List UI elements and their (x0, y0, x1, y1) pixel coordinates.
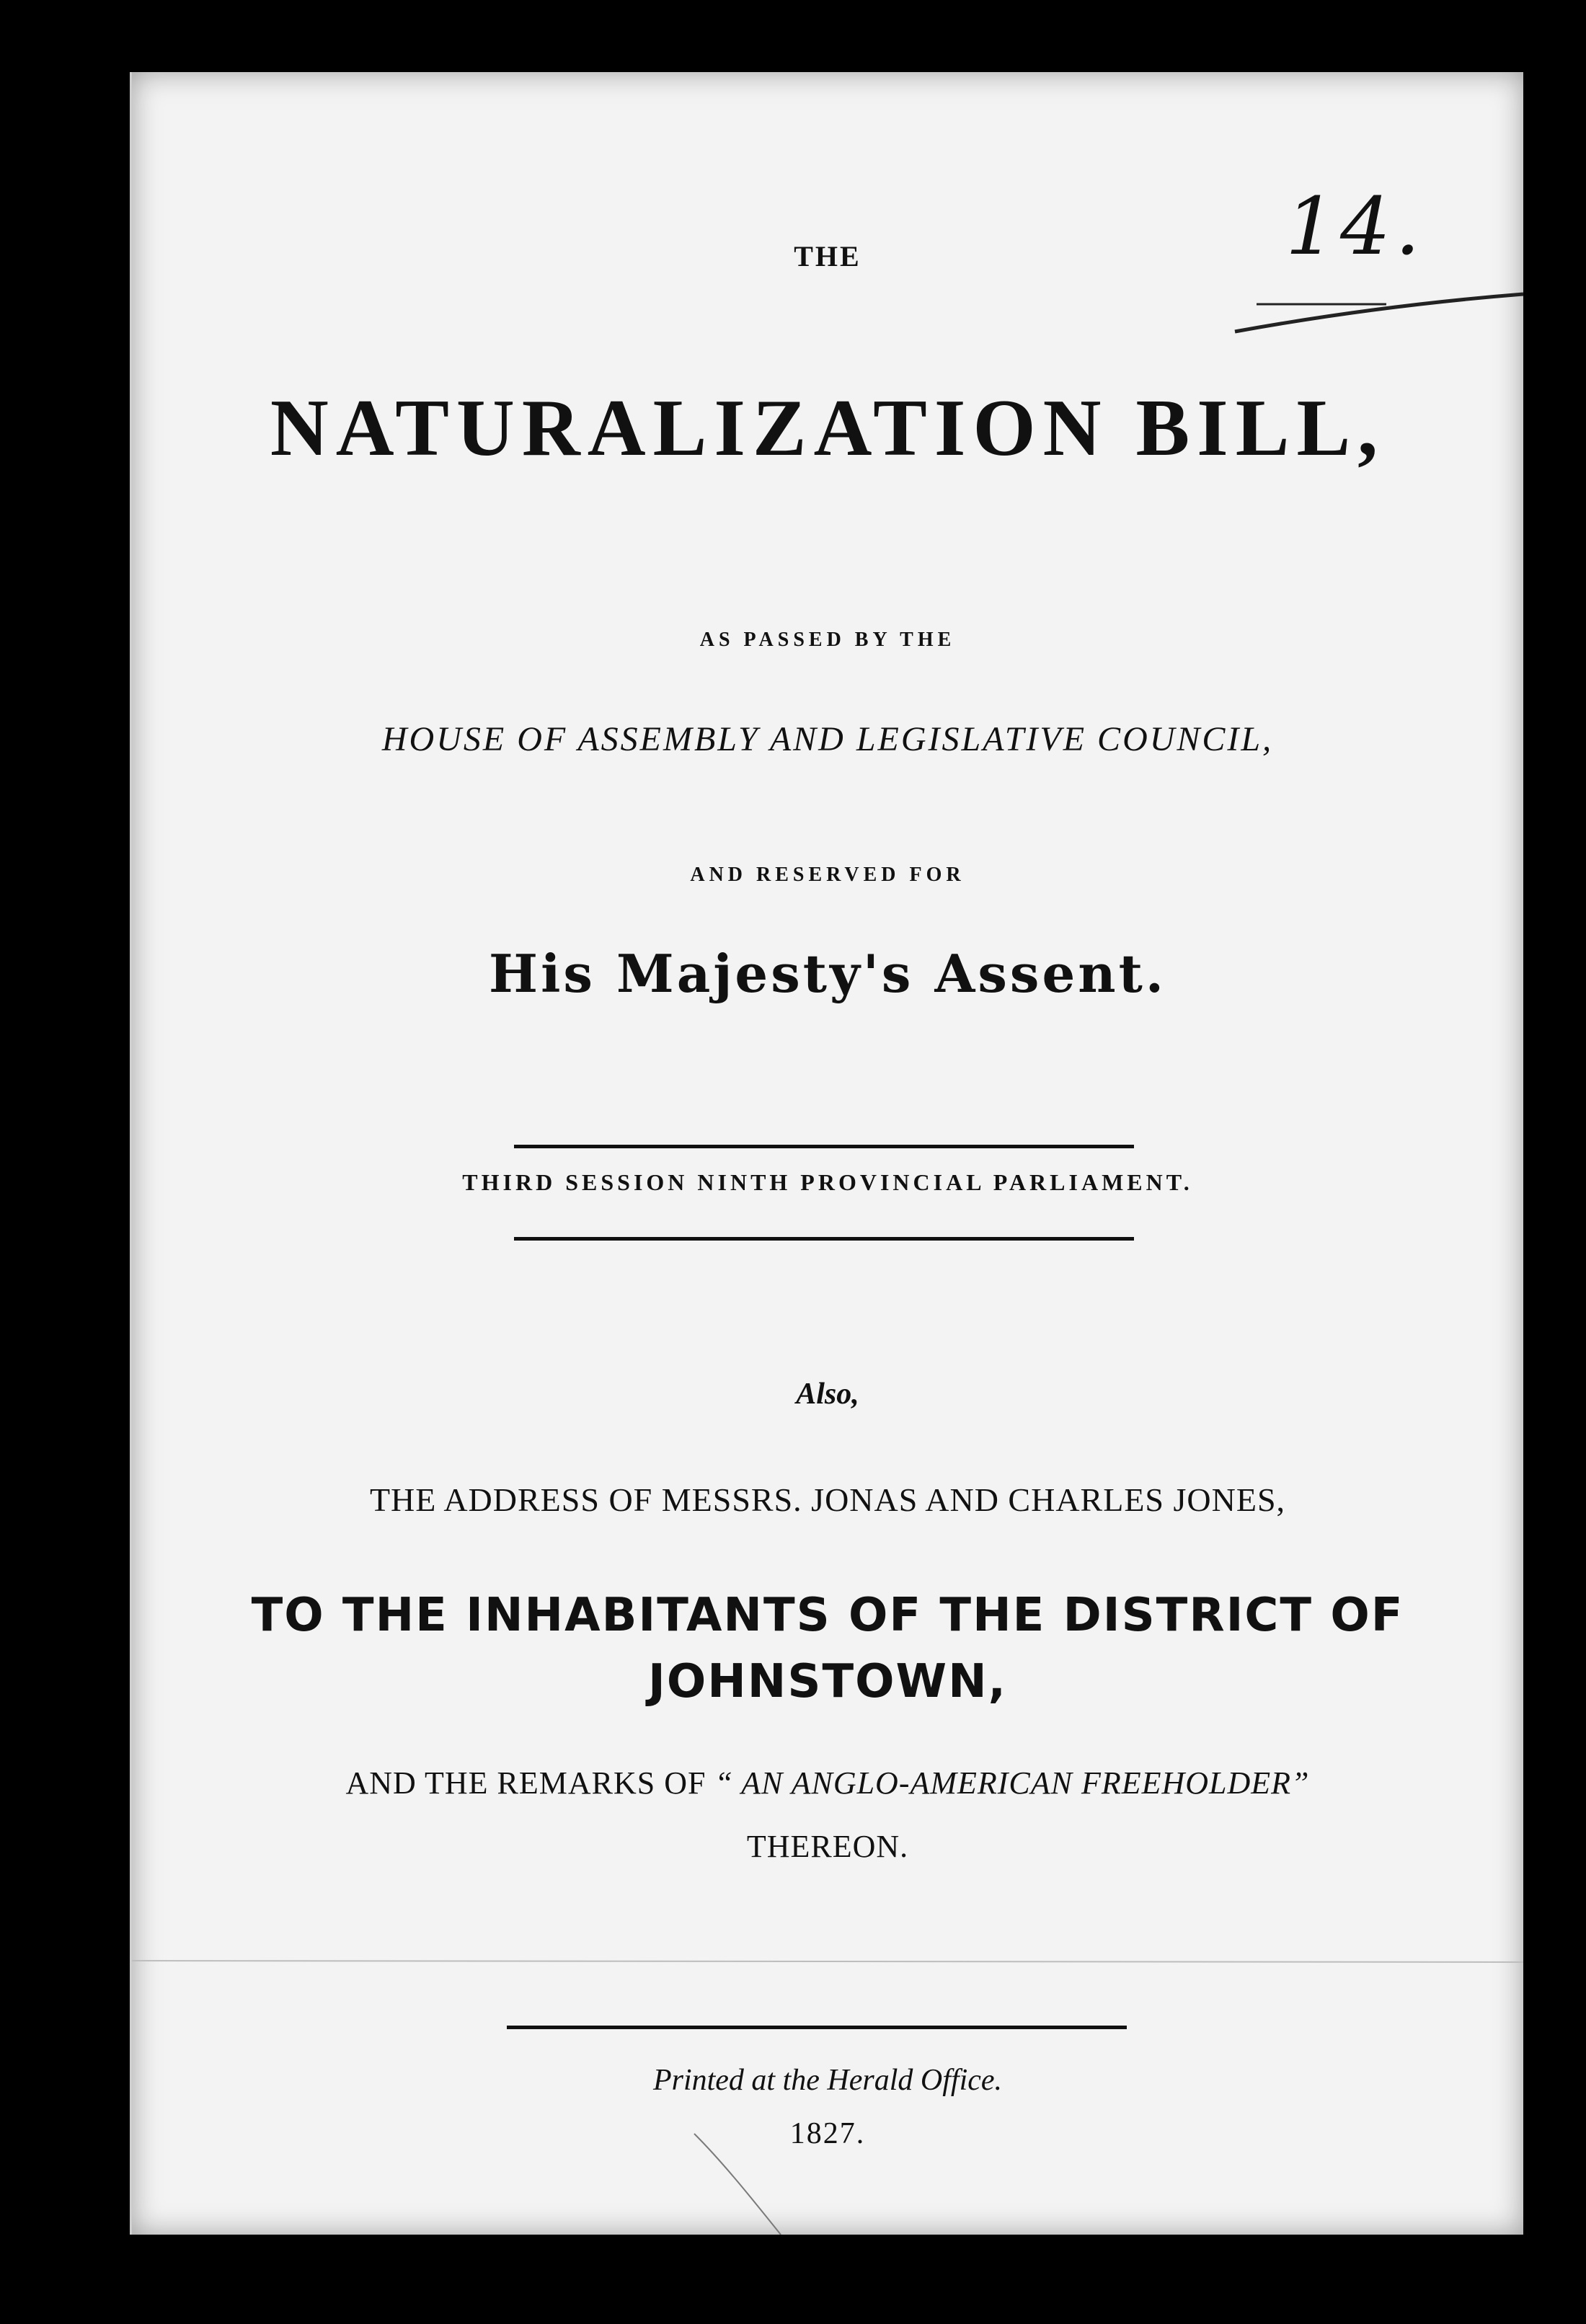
imprint-printer: Printed at the Herald Office. (652, 2064, 1003, 2097)
session-line: THIRD SESSION NINTH PROVINCIAL PARLIAMENT. (462, 1169, 1193, 1195)
imprint-year: 1827. (789, 2117, 866, 2150)
legislature-line: HOUSE OF ASSEMBLY AND LEGISLATIVE COUNCIL, (381, 720, 1274, 758)
inhabitants-line-1: TO THE INHABITANTS OF THE DISTRICT OF (251, 1589, 1404, 1642)
imprint-rule (507, 2026, 1127, 2029)
assent-line: His Majesty's Assent. (489, 943, 1166, 1004)
address-line: THE ADDRESS OF MESSRS. JONAS AND CHARLES JONES, (369, 1481, 1286, 1518)
reserved-for-line: AND RESERVED FOR (690, 864, 965, 886)
remarks-quote: “ AN ANGLO-AMERICAN FREEHOLDER” (714, 1765, 1310, 1801)
divider-rule-top (514, 1145, 1134, 1148)
also-line: Also, (796, 1378, 859, 1411)
title-page (130, 72, 1523, 2235)
remarks-prefix: AND THE REMARKS OF (345, 1765, 706, 1801)
heading-the: THE (794, 240, 861, 272)
passed-by-line: AS PASSED BY THE (699, 629, 956, 651)
thereon-line: THEREON. (746, 1829, 909, 1864)
remarks-line (132, 1765, 1523, 1801)
page-title: NATURALIZATION BILL, (270, 383, 1386, 473)
handwritten-number: 14. (1285, 180, 1425, 272)
inhabitants-line-2: JOHNSTOWN, (648, 1655, 1007, 1708)
handwritten-underline (1228, 288, 1530, 346)
divider-rule-bottom (514, 1237, 1134, 1241)
